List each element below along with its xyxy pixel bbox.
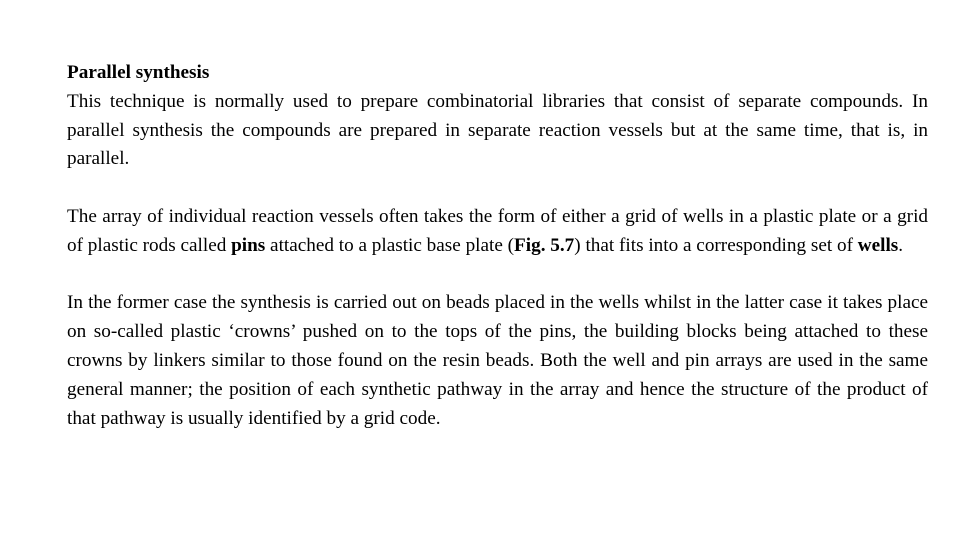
term-wells: wells (857, 234, 899, 256)
array-text-3: ) that fits into a corresponding set of (574, 234, 858, 256)
figure-reference: Fig. 5.7 (514, 234, 575, 256)
paragraph-array (67, 203, 928, 261)
paragraph-crowns: In the former case the synthesis is carried out on beads placed in the wells whilst in the latter case it takes place on so-called plastic ‘crowns’ pushed on to the tops of the pins, the building blocks being attached to these crowns by linkers similar to those found on the resin beads. Both the well and pin arrays are used in the same general manner; the position of each synthetic pathway in the array and hence the structure of the product of that pathway is usually identified by a grid code. (67, 292, 928, 429)
array-text-1: The array of individual reaction vessels often takes the form of either a grid of wells in a plastic plate or a grid of plastic rods called (67, 205, 928, 256)
section-heading: Parallel synthesis (67, 62, 210, 83)
array-text-2: attached to a plastic base plate ( (265, 234, 515, 256)
intro-text: This technique is normally used to prepare combinatorial libraries that consist of separate compounds. In parallel synthesis the compounds are prepared in separate reaction vessels but at the same time, that is, in parallel. (67, 90, 928, 170)
paragraph-intro (67, 59, 928, 174)
term-pins: pins (231, 234, 266, 256)
array-text-4: . (898, 234, 904, 256)
